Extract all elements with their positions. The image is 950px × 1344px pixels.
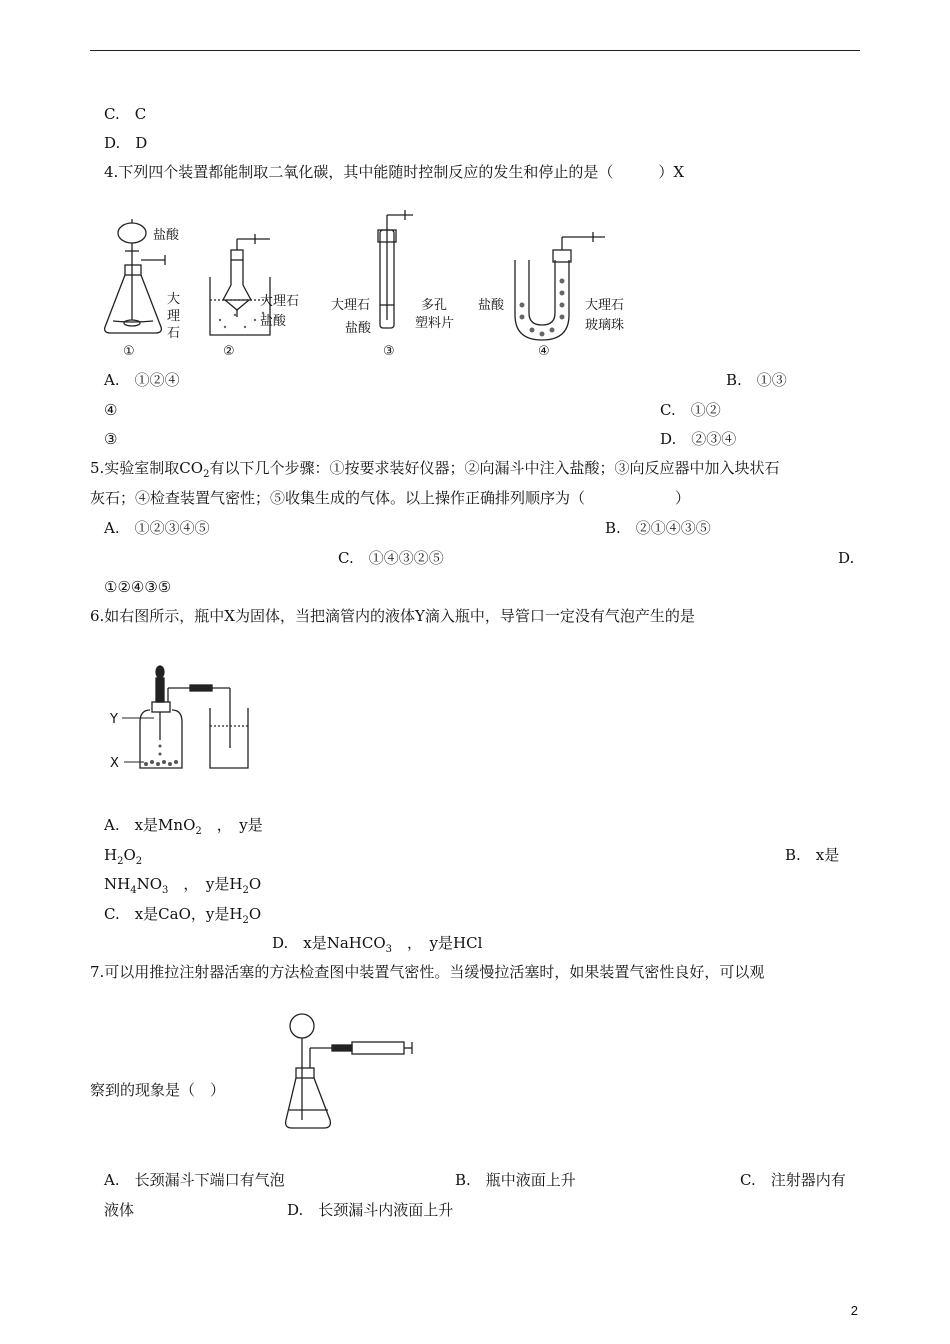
q6-option-a: A. x是MnO$_2$ ， y是: [104, 816, 263, 837]
fig6-label-y: Y: [110, 712, 118, 727]
fig4-1-label-acid: 盐酸: [153, 228, 180, 243]
q6-stem: 6.如右图所示，瓶中X为固体，当把滴管内的液体Y滴入瓶中，导管口一定没有气泡产生的是: [90, 607, 695, 625]
fig4-1-label-shi: 石: [167, 326, 181, 341]
q3-option-d: D. D: [104, 134, 148, 152]
header-rule: [90, 50, 860, 51]
q5-option-c: C. ①④③②⑤: [338, 549, 444, 567]
fig4-3-label-porous: 多孔: [421, 298, 448, 313]
q6-option-d: D. x是NaHCO$_3$ ， y是HCl: [272, 934, 483, 955]
fig4-4-label-marble: 大理石: [585, 298, 625, 313]
fig4-3-label-plastic: 塑料片: [415, 316, 455, 331]
fig4-4-label-acid: 盐酸: [478, 298, 505, 313]
q6-option-c: C. x是CaO，y是$H_2O$: [104, 905, 262, 926]
q5-option-a: A. ①②③④⑤: [104, 519, 210, 537]
q5-stem-line2: 灰石；④检查装置气密性；⑤收集生成的气体。以上操作正确排列顺序为（ ）: [90, 489, 691, 507]
q4-option-c: C. ①②: [660, 401, 721, 419]
q3-option-c: C. C: [104, 105, 147, 123]
q4-option-b-cont: ④: [104, 401, 118, 419]
q7-option-a: A. 长颈漏斗下端口有气泡: [104, 1171, 285, 1189]
q4-apparatus-figure: [95, 205, 655, 365]
q6-option-b-cont: $NH_4NO_3$ ， y是$H_2O$: [104, 875, 262, 896]
page-number: 2: [850, 1303, 858, 1318]
fig4-3-label-acid: 盐酸: [345, 321, 372, 336]
q7-apparatus-figure: [280, 1010, 420, 1135]
fig4-num-2: ②: [223, 344, 235, 359]
fig4-1-label-li: 理: [167, 309, 181, 324]
q5-option-d-cont: ①②④③⑤: [104, 578, 172, 596]
q7-stem-line2: 察到的现象是（ ）: [90, 1081, 226, 1099]
q5-option-d: D.: [838, 549, 855, 567]
q4-option-d: D. ②③④: [660, 430, 737, 448]
fig4-num-1: ①: [123, 344, 135, 359]
q7-option-c: C. 注射器内有: [740, 1171, 846, 1189]
q5-stem-line1: 5.实验室制取$CO_2$有以下几个步骤：①按要求装好仪器；②向漏斗中注入盐酸；③向反应器中加入块状石: [90, 459, 780, 480]
q7-option-d: D. 长颈漏斗内液面上升: [287, 1201, 454, 1219]
fig6-label-x: X: [110, 756, 119, 771]
q4-option-b: B. ①③: [726, 371, 787, 389]
fig4-2-label-acid: 盐酸: [260, 314, 287, 329]
fig4-1-label-da: 大: [167, 292, 181, 307]
q6-option-b: B. x是: [785, 846, 840, 864]
q4-option-a: A. ①②④: [104, 371, 180, 389]
fig4-2-label-marble: 大理石: [260, 294, 300, 309]
q7-stem-line1: 7.可以用推拉注射器活塞的方法检查图中装置气密性。当缓慢拉活塞时，如果装置气密性良好，可以观: [90, 963, 765, 981]
q5-option-b: B. ②①④③⑤: [605, 519, 711, 537]
fig4-num-3: ③: [383, 344, 395, 359]
fig4-4-label-beads: 玻璃珠: [585, 318, 625, 333]
fig4-num-4: ④: [538, 344, 550, 359]
q7-option-b: B. 瓶中液面上升: [455, 1171, 576, 1189]
q7-option-c-cont: 液体: [104, 1201, 135, 1219]
q6-apparatus-figure: [110, 660, 260, 775]
q4-stem: 4.下列四个装置都能制取二氧化碳，其中能随时控制反应的发生和停止的是（ ）X: [104, 163, 684, 181]
q4-option-c-cont: ③: [104, 430, 118, 448]
fig4-3-label-marble: 大理石: [331, 298, 371, 313]
q6-option-a-cont: $H_2O_2$: [104, 846, 143, 867]
